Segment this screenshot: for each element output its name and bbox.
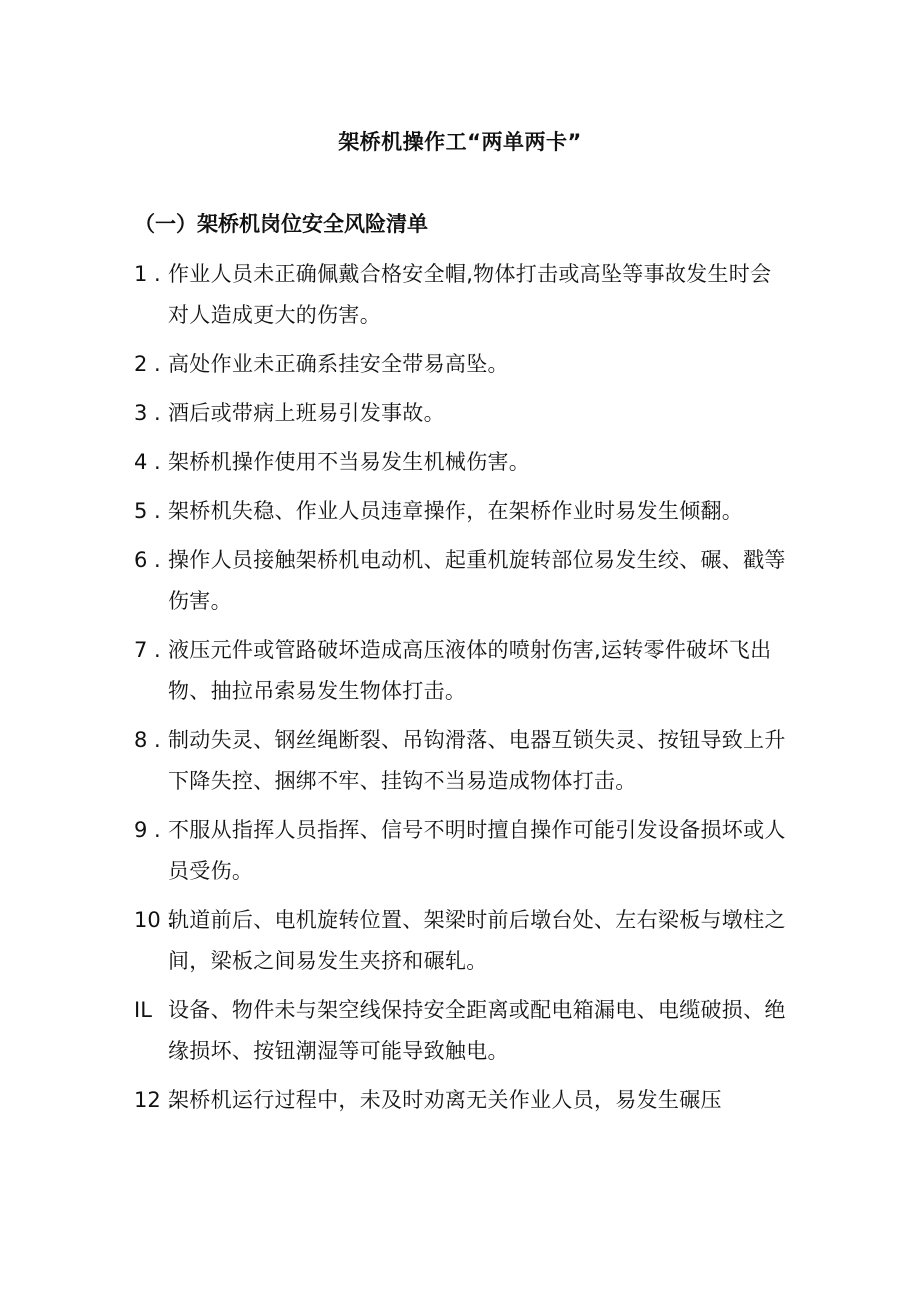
item-text: 架桥机失稳、作业人员违章操作，在架桥作业时易发生倾翻。 xyxy=(168,499,744,523)
item-text: 酒后或带病上班易引发事故。 xyxy=(168,401,445,425)
item-text: 不服从指挥人员指挥、信号不明时擅自操作可能引发设备损坏或人员受伤。 xyxy=(168,818,786,883)
document-title: 架桥机操作工“两单两卡” xyxy=(338,130,582,154)
item-number: 9 . xyxy=(134,818,161,842)
list-item xyxy=(0,900,920,982)
item-number: 7 . xyxy=(134,638,161,662)
item-text: 作业人员未正确佩戴合格安全帽,物体打击或高坠等事故发生时会对人造成更大的伤害。 xyxy=(168,262,772,327)
list-item xyxy=(0,393,920,434)
list-item xyxy=(0,344,920,385)
list-item xyxy=(0,810,920,892)
risk-list xyxy=(0,254,920,1129)
list-item xyxy=(0,540,920,622)
list-item xyxy=(0,1080,920,1121)
item-text: 架桥机运行过程中，未及时劝离无关作业人员，易发生碾压 xyxy=(168,1088,722,1112)
item-number: 10 . xyxy=(134,908,175,932)
item-number: 5 . xyxy=(134,499,161,523)
list-item xyxy=(0,254,920,336)
list-item xyxy=(0,720,920,802)
item-number: 1 . xyxy=(134,262,161,286)
item-text: 轨道前后、电机旋转位置、架梁时前后墩台处、左右梁板与墩柱之间，梁板之间易发生夹挤和碾轧。 xyxy=(168,908,786,973)
list-item xyxy=(0,990,920,1072)
list-item xyxy=(0,442,920,483)
item-number: 4 . xyxy=(134,450,161,474)
item-text: 操作人员接触架桥机电动机、起重机旋转部位易发生绞、碾、戳等伤害。 xyxy=(168,548,786,613)
item-text: 架桥机操作使用不当易发生机械伤害。 xyxy=(168,450,531,474)
section-heading: （一）架桥机岗位安全风险清单 xyxy=(134,212,428,236)
item-number: 6 . xyxy=(134,548,161,572)
item-text: 高处作业未正确系挂安全带易高坠。 xyxy=(168,352,509,376)
item-number: 3 . xyxy=(134,401,161,425)
list-item xyxy=(0,491,920,532)
item-number: 2 . xyxy=(134,352,161,376)
item-number: 8 . xyxy=(134,728,161,752)
item-text: 液压元件或管路破坏造成高压液体的喷射伤害,运转零件破坏飞出物、抽拉吊索易发生物体打击。 xyxy=(168,638,772,703)
item-number: 12 . xyxy=(134,1088,175,1112)
list-item xyxy=(0,630,920,712)
item-number: IL xyxy=(134,998,152,1022)
item-text: 设备、物件未与架空线保持安全距离或配电箱漏电、电缆破损、绝缘损坏、按钮潮湿等可能导致触电。 xyxy=(168,998,786,1063)
item-text: 制动失灵、钢丝绳断裂、吊钩滑落、电器互锁失灵、按钮导致上升下降失控、捆绑不牢、挂钩不当易造成物体打击。 xyxy=(168,728,786,793)
